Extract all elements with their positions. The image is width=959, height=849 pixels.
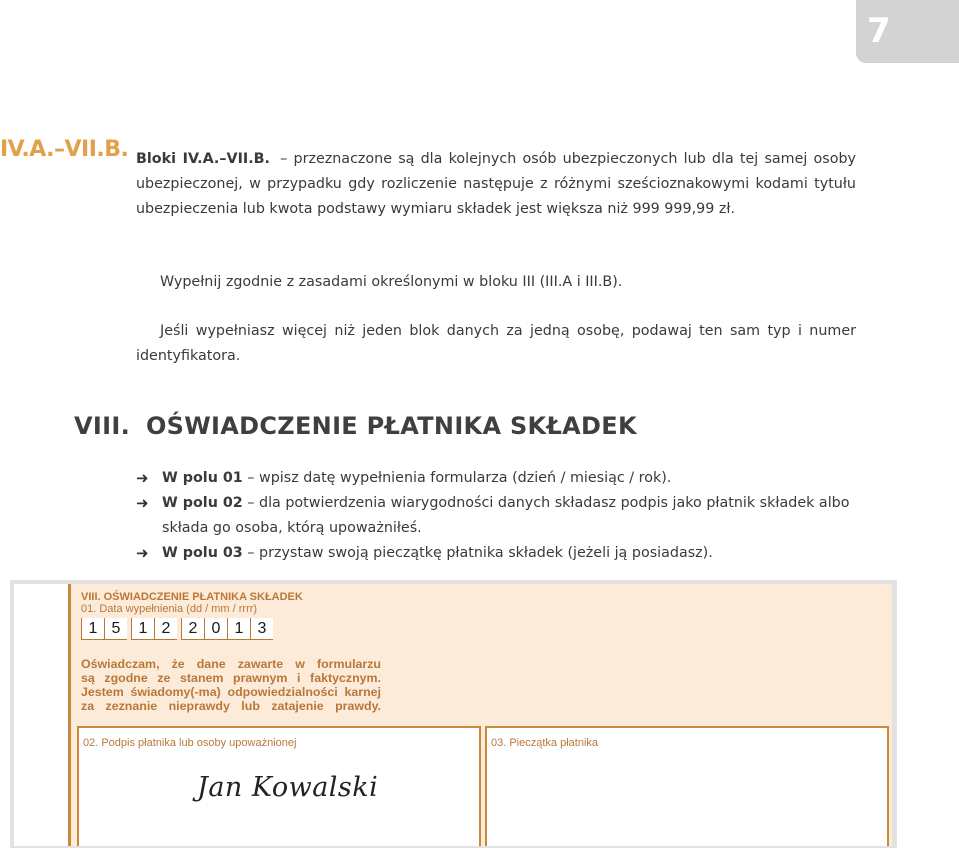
declaration-text xyxy=(81,657,381,713)
field-03-stamp-box[interactable] xyxy=(485,726,889,846)
date-digit-box[interactable]: 2 xyxy=(181,618,204,640)
date-digit-box[interactable]: 5 xyxy=(104,618,127,640)
instruction-text: – wpisz datę wypełnienia formularza (dzień / miesiąc / rok). xyxy=(242,470,672,486)
date-digit-box[interactable]: 3 xyxy=(250,618,273,640)
instruction-text: – dla potwierdzenia wiarygodności danych składasz podpis jako płatnik składek albo składa go osoba, którą upoważniłeś. xyxy=(162,495,850,536)
instruction-lead: W polu 03 xyxy=(162,545,243,561)
page-number-tab xyxy=(856,0,959,63)
field-02-label: 02. Podpis płatnika lub osoby upoważnionej xyxy=(83,737,297,749)
field-02-signature-box[interactable] xyxy=(77,726,481,846)
form-section-title: VIII. OŚWIADCZENIE PŁATNIKA SKŁADEK xyxy=(81,591,303,603)
intro-text: – przeznaczone są dla kolejnych osób ubezpieczonych lub dla tej samej osoby ubezpieczonej, w przypadku gdy rozliczenie następuje z różnymi sześcioznakowymi kodami tytułu ubezpieczenia lub kwota podstawy wymiaru składek jest większa niż 999 999,99 zł. xyxy=(136,151,857,217)
section-number: VIII. xyxy=(74,412,130,440)
date-digit-box[interactable]: 1 xyxy=(227,618,250,640)
intro-paragraph xyxy=(136,147,856,222)
instruction-item-02 xyxy=(136,491,866,541)
field-01-label: 01. Data wypełnienia (dd / mm / rrrr) xyxy=(81,603,258,615)
date-digit-box[interactable]: 0 xyxy=(204,618,227,640)
declaration-line: Jestem świadomy(-ma) odpowiedzialności karnej xyxy=(81,685,381,699)
instruction-item-03 xyxy=(136,541,866,566)
instruction-item-01 xyxy=(136,466,866,491)
arrow-right-icon: ➜ xyxy=(136,494,149,512)
declaration-line: są zgodne ze stanem prawnym i faktycznym. xyxy=(81,671,381,685)
field-01-date[interactable] xyxy=(81,618,273,640)
declaration-line: Oświadczam, że dane zawarte w formularzu xyxy=(81,657,381,671)
handwritten-signature: Jan Kowalski xyxy=(197,772,379,803)
instructions-list xyxy=(136,466,866,566)
section-title: OŚWIADCZENIE PŁATNIKA SKŁADEK xyxy=(145,412,637,440)
arrow-right-icon: ➜ xyxy=(136,544,149,562)
side-section-label: IV.A.–VII.B. xyxy=(0,137,129,162)
form-section-viii xyxy=(68,584,892,846)
instruction-lead: W polu 01 xyxy=(162,470,243,486)
instruction-text: – przystaw swoją pieczątkę płatnika składek (jeżeli ją posiadasz). xyxy=(242,545,713,561)
field-03-label: 03. Pieczątka płatnika xyxy=(491,737,599,749)
date-digit-box[interactable]: 2 xyxy=(154,618,177,640)
form-excerpt xyxy=(14,584,892,846)
note-fill-rules: Wypełnij zgodnie z zasadami określonymi w bloku III (III.A i III.B). xyxy=(160,274,623,290)
intro-lead: Bloki IV.A.–VII.B. xyxy=(136,151,270,167)
date-digit-box[interactable]: 1 xyxy=(131,618,154,640)
note-identifier: Jeśli wypełniasz więcej niż jeden blok danych za jedną osobę, podawaj ten sam typ i numer identyfikatora. xyxy=(136,323,856,364)
declaration-line: za zeznanie nieprawdy lub zatajenie prawdy. xyxy=(81,699,381,713)
date-digit-box[interactable]: 1 xyxy=(81,618,104,640)
arrow-right-icon: ➜ xyxy=(136,469,149,487)
instruction-lead: W polu 02 xyxy=(162,495,243,511)
page-number: 7 xyxy=(867,11,891,51)
section-heading xyxy=(74,412,637,440)
